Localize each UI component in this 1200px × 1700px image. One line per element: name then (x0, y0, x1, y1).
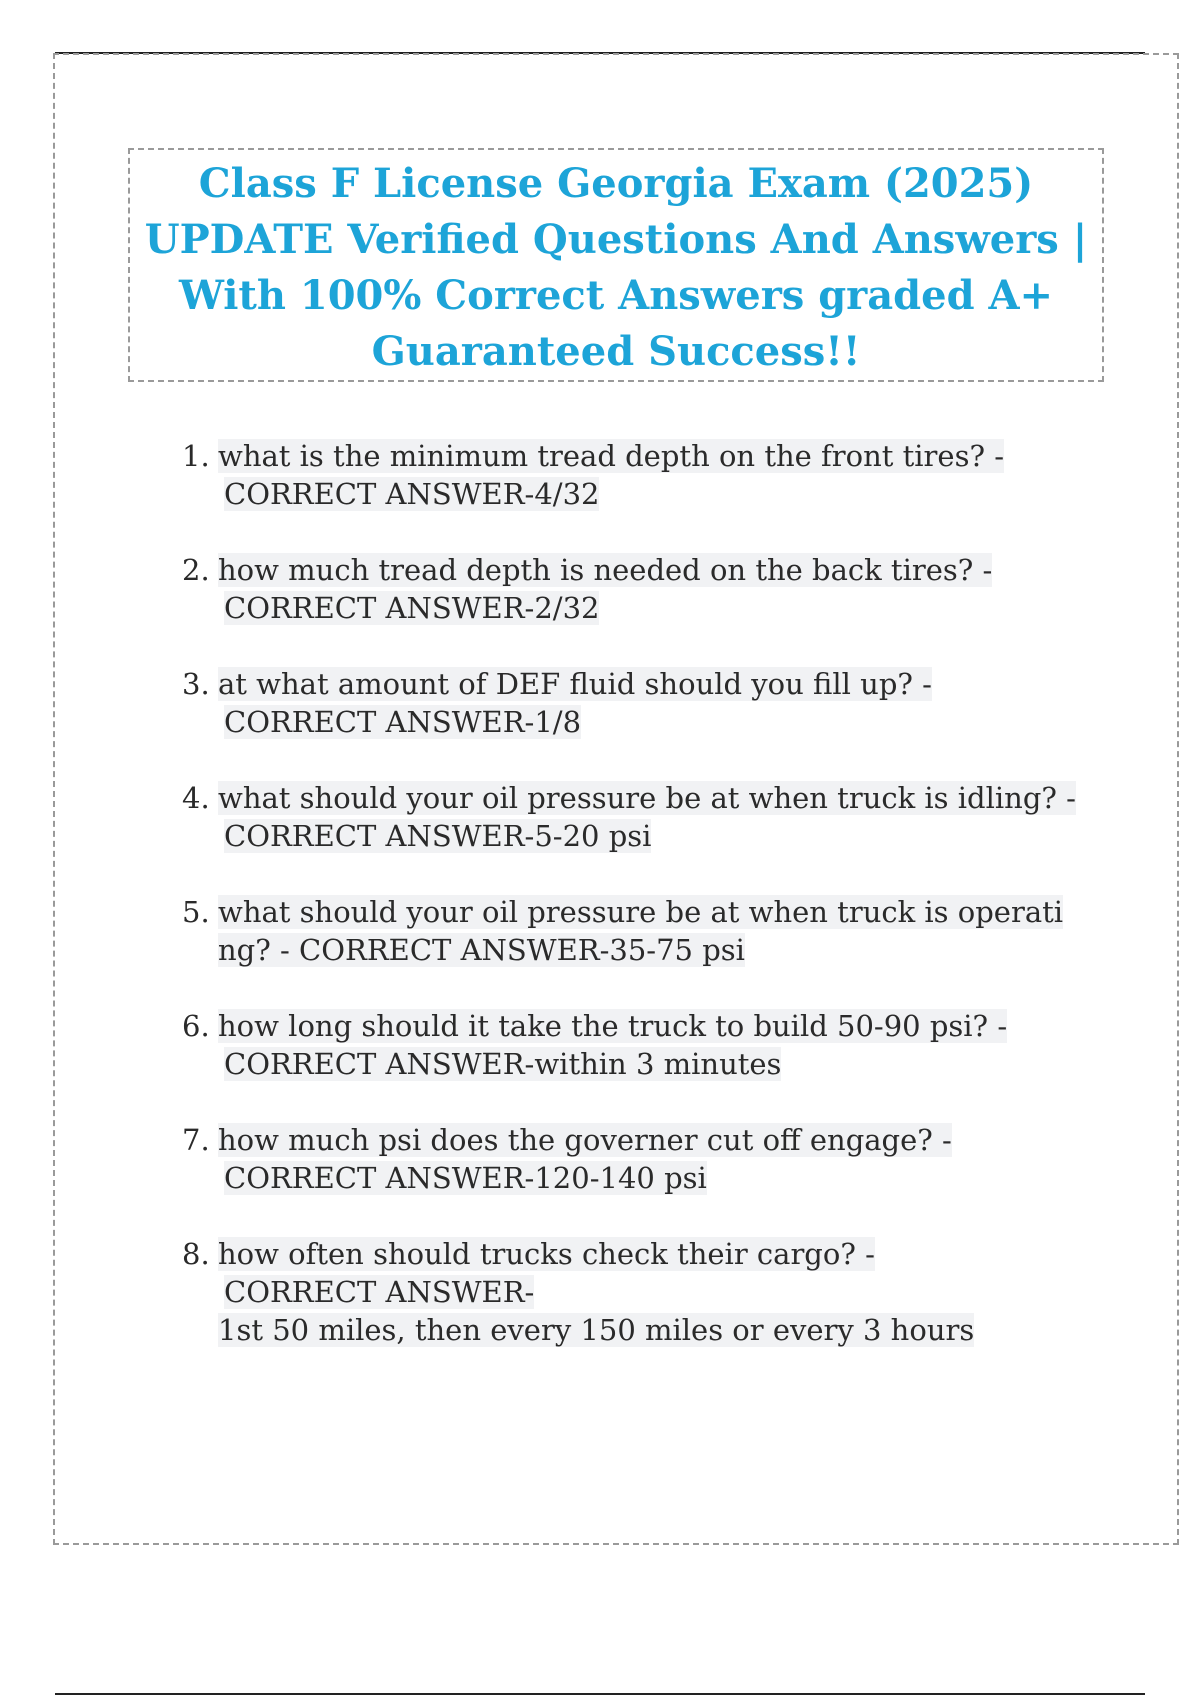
question-text: what should your oil pressure be at when truck is idling? - (218, 781, 1076, 815)
question-text: how much tread depth is needed on the back tires? - (218, 553, 993, 587)
answer-text: CORRECT ANSWER-4/32 (224, 477, 600, 511)
question-text: how much psi does the governer cut off engage? - (218, 1123, 952, 1157)
question-item-7 (180, 1121, 1100, 1197)
question-item-3 (180, 665, 1100, 741)
question-text: how long should it take the truck to build 50-90 psi? - (218, 1009, 1008, 1043)
bottom-rule (55, 1693, 1145, 1695)
answer-text: ng? - CORRECT ANSWER-35-75 psi (218, 933, 745, 967)
answer-text: CORRECT ANSWER-5-20 psi (224, 819, 652, 853)
title-line: Class F License Georgia Exam (2025) (198, 160, 1034, 207)
item-number: 4. (182, 781, 210, 815)
question-text: at what amount of DEF fluid should you fill up? - (218, 667, 932, 701)
question-item-4 (180, 779, 1100, 855)
item-number: 6. (182, 1009, 210, 1043)
title-box (128, 148, 1104, 382)
item-number: 5. (182, 895, 210, 929)
question-item-6 (180, 1007, 1100, 1083)
item-number: 3. (182, 667, 210, 701)
title-line: UPDATE Verified Questions And Answers | (144, 216, 1088, 263)
question-text: how often should trucks check their cargo? - (218, 1237, 875, 1271)
question-item-1 (180, 437, 1100, 513)
question-text: what should your oil pressure be at when truck is operati (218, 895, 1064, 929)
question-item-2 (180, 551, 1100, 627)
question-item-8 (180, 1235, 1100, 1349)
document-title (130, 156, 1102, 380)
question-list (180, 437, 1100, 1349)
question-text: what is the minimum tread depth on the front tires? - (218, 439, 1005, 473)
answer-text: CORRECT ANSWER-2/32 (224, 591, 600, 625)
answer-text: CORRECT ANSWER- (224, 1275, 535, 1309)
item-number: 7. (182, 1123, 210, 1157)
title-line: With 100% Correct Answers graded A+ (178, 272, 1054, 319)
item-number: 1. (182, 439, 210, 473)
answer-text: CORRECT ANSWER-120-140 psi (224, 1161, 707, 1195)
answer-text-continued: 1st 50 miles, then every 150 miles or every 3 hours (218, 1313, 975, 1347)
answer-text: CORRECT ANSWER-within 3 minutes (224, 1047, 782, 1081)
question-item-5 (180, 893, 1100, 969)
answer-text: CORRECT ANSWER-1/8 (224, 705, 582, 739)
title-line: Guaranteed Success!! (371, 328, 861, 375)
item-number: 8. (182, 1237, 210, 1271)
item-number: 2. (182, 553, 210, 587)
